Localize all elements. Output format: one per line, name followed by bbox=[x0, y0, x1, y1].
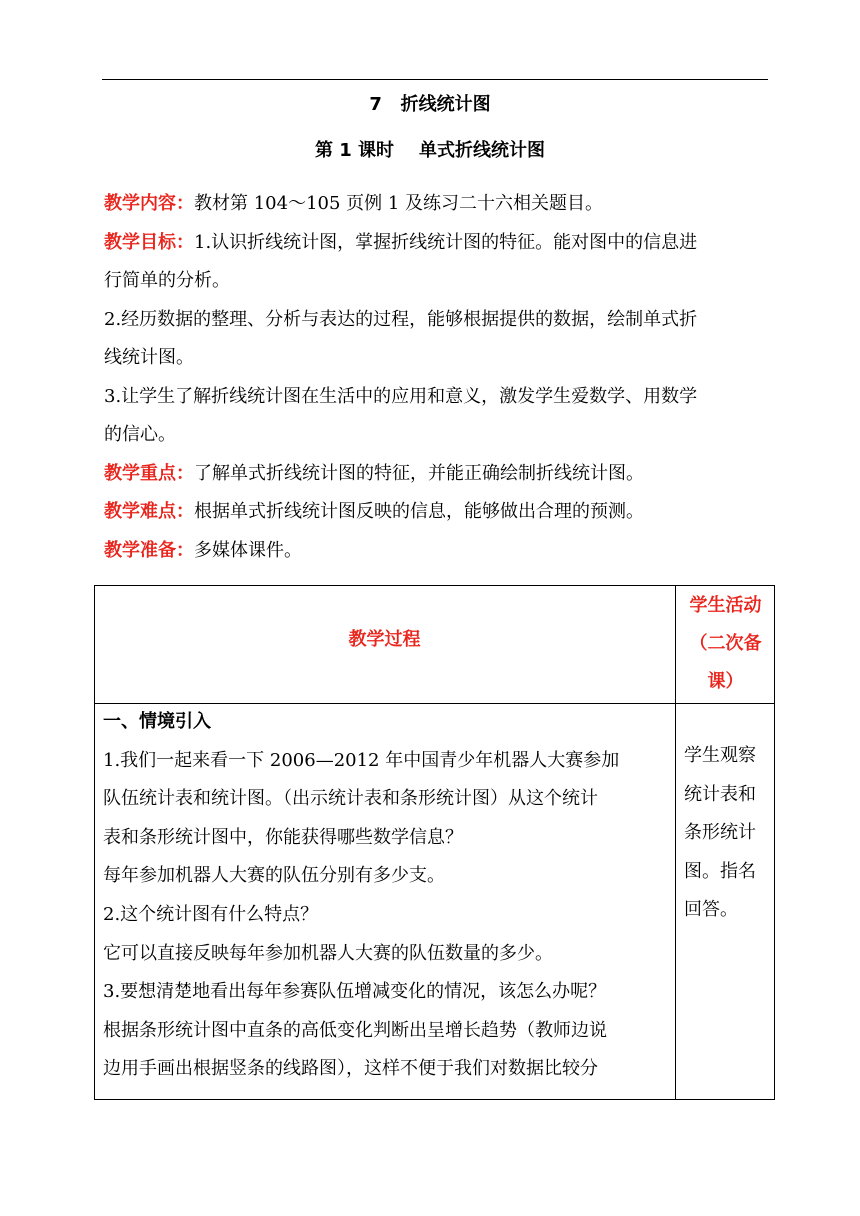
content-text: 教材第 104～105 页例 1 及练习二十六相关题目。 bbox=[194, 193, 604, 214]
key-label: 教学重点： bbox=[104, 462, 194, 484]
table-border-left bbox=[94, 585, 95, 1100]
goal3-line2: 的信心。 bbox=[104, 424, 176, 445]
process-line: 它可以直接反映每年参加机器人大赛的队伍数量的多少。 bbox=[103, 942, 553, 964]
student-activity-cell bbox=[684, 737, 772, 930]
activity-line: 学生观察 bbox=[684, 745, 756, 766]
key-text: 了解单式折线统计图的特征，并能正确绘制折线统计图。 bbox=[194, 462, 644, 484]
goals-row bbox=[104, 224, 774, 263]
section-title: 一、情境引入 bbox=[103, 711, 211, 732]
key-row bbox=[104, 455, 774, 494]
difficulty-row bbox=[104, 493, 774, 532]
activity-line: 回答。 bbox=[684, 899, 738, 921]
goal3-line1: 3.让学生了解折线统计图在生活中的应用和意义，激发学生爱数学、用数学 bbox=[104, 385, 698, 407]
lesson-process-table bbox=[94, 585, 775, 1100]
table-border-bottom bbox=[94, 1099, 775, 1100]
goals-label: 教学目标： bbox=[104, 231, 194, 253]
header-teaching-process: 教学过程 bbox=[348, 629, 421, 650]
header-side-line: 学生活动 bbox=[689, 595, 762, 616]
prep-text: 多媒体课件。 bbox=[194, 539, 302, 561]
content-label: 教学内容： bbox=[104, 193, 194, 214]
chapter-title: 7 折线统计图 bbox=[369, 94, 491, 115]
process-line: 每年参加机器人大赛的队伍分别有多少支。 bbox=[103, 865, 445, 887]
prep-label: 教学准备： bbox=[104, 539, 194, 561]
process-line: 1.我们一起来看一下 2006—2012 年中国青少年机器人大赛参加 bbox=[103, 749, 620, 771]
process-line: 2.这个统计图有什么特点？ bbox=[103, 903, 319, 925]
activity-line: 统计表和 bbox=[684, 783, 756, 805]
difficulty-label: 教学难点： bbox=[104, 501, 194, 522]
process-line: 表和条形统计图中，你能获得哪些数学信息？ bbox=[103, 826, 463, 848]
table-border-top bbox=[94, 585, 775, 586]
activity-line: 条形统计 bbox=[684, 822, 756, 844]
prep-row bbox=[104, 532, 774, 571]
difficulty-text: 根据单式折线统计图反映的信息，能够做出合理的预测。 bbox=[194, 501, 644, 522]
header-student-activity bbox=[676, 587, 775, 701]
lesson-subtitle: 第 1 课时 单式折线统计图 bbox=[314, 140, 546, 161]
process-line: 队伍统计表和统计图。（出示统计表和条形统计图）从这个统计 bbox=[103, 788, 598, 810]
content-row bbox=[104, 185, 774, 224]
goal1-line1: 1.认识折线统计图，掌握折线统计图的特征。能对图中的信息进 bbox=[194, 231, 698, 253]
process-line: 根据条形统计图中直条的高低变化判断出呈增长趋势（教师边说 bbox=[103, 1019, 607, 1041]
header-side-line: 课） bbox=[707, 671, 744, 692]
activity-line: 图。指名 bbox=[684, 860, 756, 882]
process-cell bbox=[103, 703, 675, 1089]
goal2-line1: 2.经历数据的整理、分析与表达的过程，能够根据提供的数据，绘制单式折 bbox=[104, 308, 698, 330]
process-line: 边用手画出根据竖条的线路图），这样不便于我们对数据比较分 bbox=[103, 1058, 598, 1080]
lesson-intro bbox=[104, 185, 774, 570]
header-rule bbox=[102, 79, 768, 80]
goal2-line2: 线统计图。 bbox=[104, 347, 194, 368]
process-line: 3.要想清楚地看出每年参赛队伍增减变化的情况，该怎么办呢？ bbox=[103, 981, 607, 1003]
goal1-line2: 行简单的分析。 bbox=[104, 270, 230, 291]
header-side-line: （二次备 bbox=[689, 633, 762, 654]
